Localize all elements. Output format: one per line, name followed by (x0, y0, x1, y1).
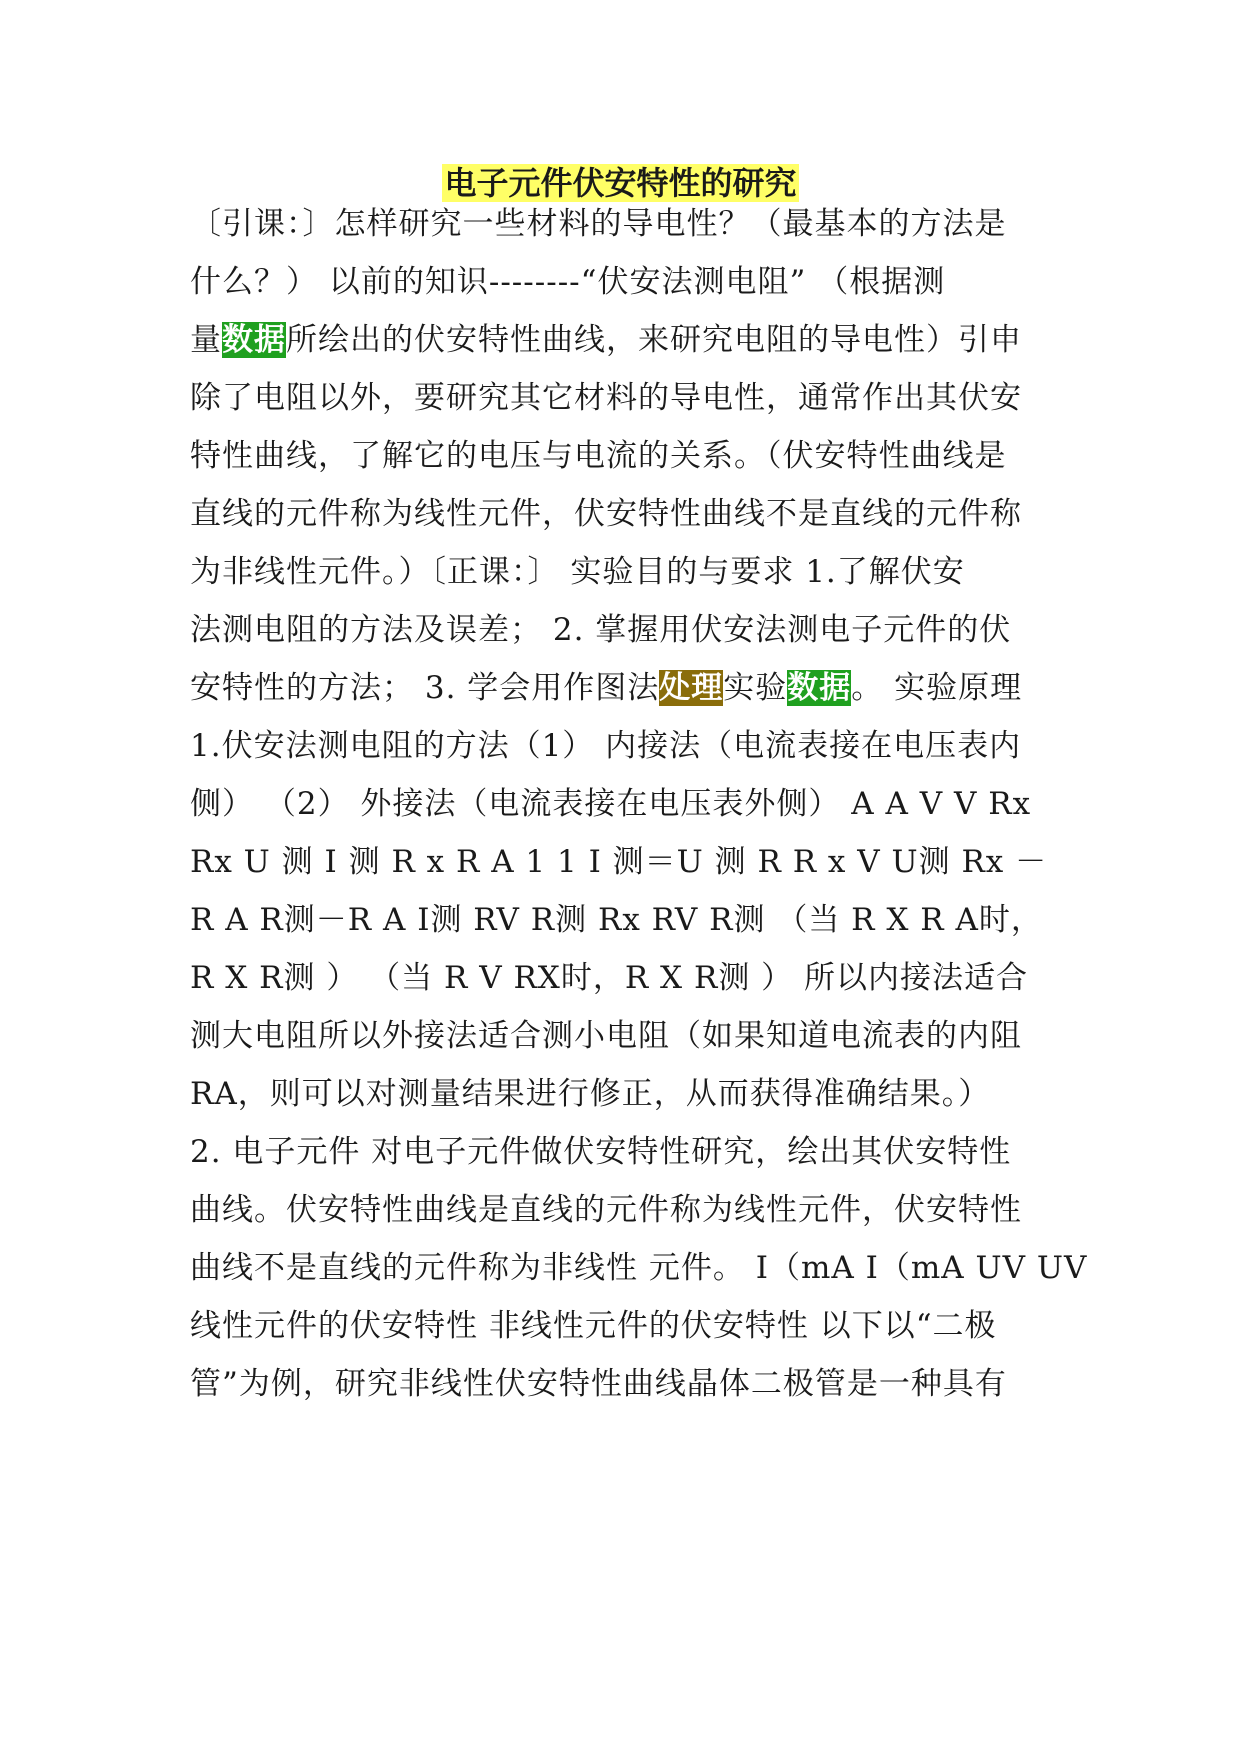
highlight-process: 处理 (659, 670, 724, 706)
paragraph-line: R X R测 ） （当 R V RX时，R X R测 ） 所以内接法适合 (190, 960, 1029, 996)
highlight-data: 数据 (222, 322, 286, 358)
paragraph-line: 特性曲线，了解它的电压与电流的关系。（伏安特性曲线是 (190, 438, 1007, 474)
paragraph-line: 2. 电子元件 对电子元件做伏安特性研究，绘出其伏安特性 (190, 1134, 1012, 1170)
paragraph-line: 什么？） 以前的知识--------“伏安法测电阻” （根据测 (190, 264, 946, 300)
paragraph-line: RA，则可以对测量结果进行修正，从而获得准确结果。） (190, 1076, 991, 1112)
text-run: 所绘出的伏安特性曲线，来研究电阻的导电性）引申 (286, 322, 1022, 358)
paragraph-line: 〔引课：〕怎样研究一些材料的导电性？（最基本的方法是 (190, 206, 1007, 242)
paragraph-line: 曲线不是直线的元件称为非线性 元件。 I（mA I（mA UV UV (190, 1250, 1088, 1286)
paragraph-line: 直线的元件称为线性元件，伏安特性曲线不是直线的元件称 (190, 496, 1022, 532)
paragraph-line: 测大电阻所以外接法适合测小电阻（如果知道电流表的内阻 (190, 1018, 1022, 1054)
paragraph-line: 法测电阻的方法及误差； 2. 掌握用伏安法测电子元件的伏 (190, 612, 1012, 648)
highlight-data: 数据 (787, 670, 852, 706)
document-title (0, 160, 1241, 206)
paragraph-line: 曲线。伏安特性曲线是直线的元件称为线性元件，伏安特性 (190, 1192, 1022, 1228)
paragraph-line: 1.伏安法测电阻的方法（1） 内接法（电流表接在电压表内 (190, 728, 1022, 764)
paragraph-line: 侧） （2） 外接法（电流表接在电压表外侧） A A V V Rx (190, 786, 1032, 822)
paragraph-line (190, 668, 1070, 708)
text-run: 实验 (723, 670, 788, 706)
paragraph-line: 线性元件的伏安特性 非线性元件的伏安特性 以下以“二极 (190, 1308, 997, 1344)
text-run: 量 (190, 322, 222, 358)
text-run: 安特性的方法； 3. 学会用作图法 (190, 670, 660, 706)
paragraph-line: 管”为例，研究非线性伏安特性曲线晶体二极管是一种具有 (190, 1366, 1007, 1402)
paragraph-line: Rx U 测 I 测 R x R A 1 1 I 测＝U 测 R R x V U测 Rx － (190, 844, 1048, 880)
paragraph-line: 除了电阻以外，要研究其它材料的导电性，通常作出其伏安 (190, 380, 1022, 416)
title-highlight: 电子元件伏安特性的研究 (444, 164, 797, 202)
paragraph-line (190, 320, 1070, 360)
paragraph-line: R A R测－R A I测 RV R测 Rx RV R测 （当 R X R A时， (190, 902, 1043, 938)
text-run: 。 实验原理 (851, 670, 1023, 706)
paragraph-line: 为非线性元件。）〔正课：〕 实验目的与要求 1.了解伏安 (190, 554, 965, 590)
